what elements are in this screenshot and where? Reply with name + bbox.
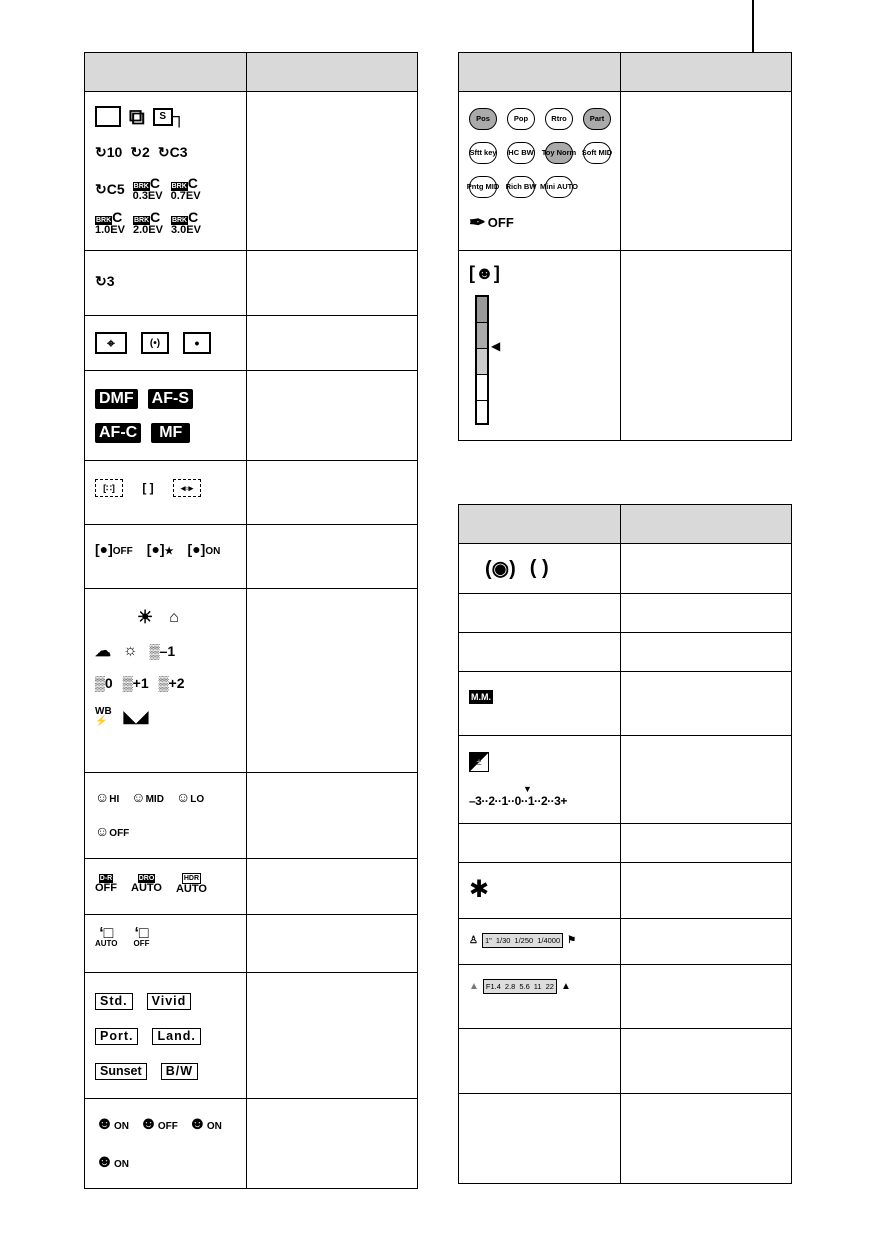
focus-area-desc — [247, 461, 418, 525]
pop-color-icon: Pop — [507, 108, 535, 130]
smile-shutter-cell — [85, 1099, 247, 1189]
bracket-10ev-icon: BRKC 1.0EV — [95, 209, 125, 236]
aperture-scale: F1.4 2.8 5.6 11 22 — [483, 979, 557, 994]
smile-detection-icon: [☻] — [469, 263, 500, 283]
steadyshot-on-icon: (◉) — [485, 558, 516, 580]
blank-row-4-col1 — [459, 1029, 621, 1094]
style-std-icon: Std. — [95, 993, 133, 1010]
soft-skin-desc — [247, 773, 418, 859]
center-metering-icon: (•) — [141, 332, 169, 354]
self-timer-c5-icon: ↻C5 — [95, 181, 125, 197]
dro-off-icon: D-R OFF — [95, 875, 117, 894]
steadyshot-off-icon: ( ) — [529, 557, 549, 579]
smile-on-icon: ☻ON — [95, 1113, 129, 1133]
exposure-comp-icon: ± — [469, 752, 489, 772]
blurred-background-icon: ▲ — [469, 981, 479, 992]
blank-row-3-col1 — [459, 824, 621, 863]
self-timer-c3-icon: ↻C3 — [157, 144, 188, 160]
drive-mode-icons-cell — [85, 92, 247, 251]
face-detect-off-icon: [●]OFF — [95, 541, 133, 557]
blank-row-1-col1 — [459, 594, 621, 633]
aperture-indicator-cell — [459, 965, 621, 1029]
bracket-03ev-icon: BRKC 0.3EV — [132, 175, 163, 202]
spot-metering-icon: • — [183, 332, 211, 354]
style-sunset-icon: Sunset — [95, 1063, 147, 1080]
steadyshot-desc — [621, 544, 792, 594]
metered-manual-icon: M.M. — [471, 692, 491, 702]
blank-row-3-col2 — [621, 824, 792, 863]
dro-cell — [85, 859, 247, 915]
blank-row-5-col1 — [459, 1094, 621, 1184]
custom-wb-icon: ◣◢ — [123, 709, 149, 726]
cloudy-icon: ☁ — [95, 643, 111, 660]
right-bottom-header-col1 — [459, 505, 621, 544]
bracket-07ev-icon: BRKC 0.7EV — [170, 175, 201, 202]
picture-effect-off-label: OFF — [487, 215, 514, 230]
toy-camera-icon: Toy Norm — [545, 142, 573, 164]
smile-shutter-desc — [247, 1099, 418, 1189]
person-running-icon: ⚑ — [567, 935, 577, 946]
right-bottom-header-col2 — [621, 505, 792, 544]
face-detect-on-icon: [●]ON — [187, 541, 221, 557]
fluorescent-plus2-icon: ▒+2 — [158, 675, 185, 691]
sensitivity-pointer-icon: ◀ — [491, 339, 501, 353]
hc-bw-icon: HC BW — [507, 142, 535, 164]
rich-bw-icon: Rich BW — [507, 176, 535, 198]
soft-skin-off-icon: ☺OFF — [95, 823, 130, 839]
exposure-comp-cell — [459, 736, 621, 824]
posterization-icon: Pos — [469, 108, 497, 130]
style-portrait-icon: Port. — [95, 1028, 138, 1045]
soft-high-key-icon: Sftt key — [469, 142, 497, 164]
blank-row-5-col2 — [621, 1094, 792, 1184]
multi-metering-icon: ⌖ — [95, 332, 127, 354]
auto-portrait-framing-cell — [85, 915, 247, 973]
style-landscape-icon: Land. — [152, 1028, 200, 1045]
bracket-20ev-icon: BRKC 2.0EV — [132, 209, 163, 236]
picture-effect-desc — [621, 92, 792, 251]
smile-on-3-icon: ☻ON — [95, 1151, 129, 1171]
af-c-icon: AF-C — [95, 423, 141, 443]
ev-pointer-icon: ▼ — [523, 784, 532, 794]
smile-off-icon: ☻OFF — [138, 1113, 178, 1133]
focus-mode-cell — [85, 371, 247, 461]
wide-focus-icon: [∷] — [95, 479, 123, 497]
left-table — [84, 52, 418, 1189]
zone-focus-icon: [ ] — [142, 481, 154, 495]
dro-desc — [247, 859, 418, 915]
soft-skin-hi-icon: ☺HI — [95, 789, 120, 805]
shutter-speed-indicator-cell — [459, 919, 621, 965]
soft-skin-cell — [85, 773, 247, 859]
dmf-icon: DMF — [95, 389, 138, 409]
creative-style-cell — [85, 973, 247, 1099]
drive-mode-desc — [247, 92, 418, 251]
soft-skin-lo-icon: ☺LO — [175, 789, 205, 805]
speed-priority-icon: S ┐ — [153, 106, 186, 127]
bracket-30ev-icon: BRKC 3.0EV — [170, 209, 201, 236]
soft-skin-mid-icon: ☺MID — [131, 789, 164, 805]
blank-row-1-col2 — [621, 594, 792, 633]
brush-icon: ✒ — [469, 212, 486, 234]
af-illuminator-cell — [459, 863, 621, 919]
left-header-col2 — [247, 53, 418, 92]
right-top-header-col1 — [459, 53, 621, 92]
metering-icons-cell — [85, 316, 247, 371]
sharp-background-icon: ▲ — [560, 981, 571, 992]
daylight-icon: ☀ — [137, 607, 154, 627]
painting-hdr-icon: Pntg MID — [469, 176, 497, 198]
fluorescent-minus1-icon: ▒–1 — [149, 643, 176, 659]
self-timer-3-desc — [247, 251, 418, 316]
shutter-speed-scale: 1" 1/30 1/250 1/4000 — [482, 933, 563, 948]
miniature-icon: Mini AUTO — [545, 176, 573, 198]
fluorescent-plus1-icon: ▒+1 — [122, 675, 149, 691]
smile-on-2-icon: ☻ON — [187, 1113, 222, 1133]
af-s-icon: AF-S — [148, 389, 193, 409]
white-balance-cell — [85, 589, 247, 773]
af-illuminator-desc — [621, 863, 792, 919]
shutter-speed-indicator-desc — [621, 919, 792, 965]
partial-color-icon: Part — [583, 108, 611, 130]
self-timer-3-cell — [85, 251, 247, 316]
picture-effect-cell — [459, 92, 621, 251]
blank-row-2-col1 — [459, 633, 621, 672]
auto-framing-off-icon: ʻ□ OFF — [133, 925, 150, 948]
self-timer-2-icon: ↻2 — [130, 144, 150, 160]
shade-icon: ⌂ — [169, 608, 179, 626]
face-detect-cell — [85, 525, 247, 589]
metered-manual-desc — [621, 672, 792, 736]
right-top-table — [458, 52, 792, 441]
person-standing-icon: ♙ — [469, 935, 478, 946]
face-detect-registered-icon: [●]★ — [146, 541, 174, 557]
smile-sensitivity-desc — [621, 251, 792, 441]
style-bw-icon: B/W — [161, 1063, 198, 1080]
white-balance-desc — [247, 589, 418, 773]
smile-sensitivity-cell — [459, 251, 621, 441]
smile-sensitivity-scale — [475, 295, 489, 425]
auto-framing-auto-icon: ʻ□ AUTO — [95, 925, 118, 948]
exposure-comp-desc — [621, 736, 792, 824]
focus-area-cell — [85, 461, 247, 525]
flexible-spot-icon: ◂▫▸ — [173, 479, 201, 497]
single-shot-icon — [95, 106, 121, 127]
right-bottom-table — [458, 504, 792, 1184]
steadyshot-cell — [459, 544, 621, 594]
creative-style-desc — [247, 973, 418, 1099]
incandescent-icon: ☼ — [123, 642, 138, 659]
right-top-header-col2 — [621, 53, 792, 92]
soft-focus-icon: Soft MID — [583, 142, 611, 164]
retro-icon: Rtro — [545, 108, 573, 130]
flash-wb-icon: WB ⚡ — [95, 706, 112, 727]
left-header-col1 — [85, 53, 247, 92]
face-detect-desc — [247, 525, 418, 589]
focus-mode-desc — [247, 371, 418, 461]
hdr-auto-icon: HDR AUTO — [175, 875, 207, 895]
blank-row-2-col2 — [621, 633, 792, 672]
self-timer-10-icon: ↻10 — [95, 144, 123, 160]
style-vivid-icon: Vivid — [147, 993, 192, 1010]
af-lock-icon: ✱ — [469, 876, 490, 903]
fluorescent-0-icon: ▒0 — [95, 675, 113, 691]
blank-row-4-col2 — [621, 1029, 792, 1094]
aperture-indicator-desc — [621, 965, 792, 1029]
dro-auto-icon: DRO AUTO — [131, 875, 162, 894]
metered-manual-cell — [459, 672, 621, 736]
ev-scale: –3··2··1··0··1··2··3+ — [469, 794, 567, 808]
self-timer-3-icon: ↻3 — [95, 273, 115, 289]
continuous-shot-icon: ⧉ — [129, 103, 145, 129]
metering-desc — [247, 316, 418, 371]
mf-icon: MF — [151, 423, 190, 443]
auto-framing-desc — [247, 915, 418, 973]
